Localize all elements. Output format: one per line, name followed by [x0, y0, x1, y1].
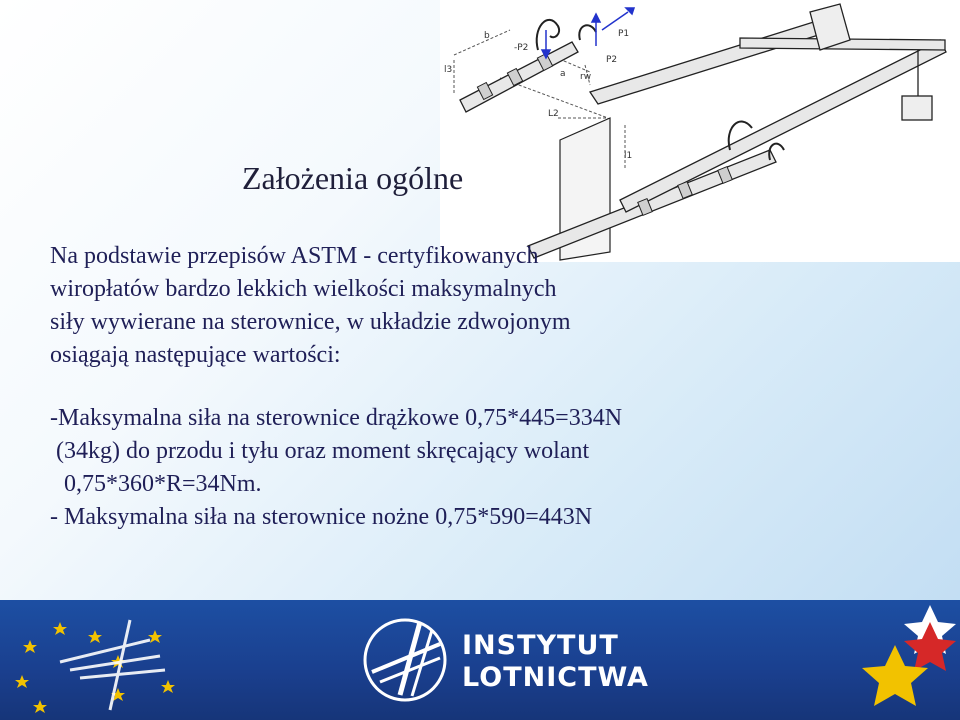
label-p2: P2	[606, 55, 618, 65]
flag-stars-icon	[862, 605, 956, 706]
brand-name-line1: INSTYTUT	[462, 630, 619, 661]
label-b: b	[484, 31, 490, 41]
intro-line: osiągają następujące wartości:	[50, 342, 341, 368]
label-rw: rw	[580, 72, 592, 82]
control-system-diagram	[440, 0, 960, 262]
label-l3: l3	[444, 65, 453, 75]
footer-banner	[0, 600, 960, 720]
force-line: (34kg) do przodu i tyłu oraz moment skręcający wolant	[56, 438, 590, 464]
left-logo	[60, 620, 165, 710]
slide-title: Założenia ogólne	[242, 160, 464, 196]
intro-line: wiropłatów bardzo lekkich wielkości maksymalnych	[50, 276, 557, 302]
instytut-lotnictwa-logo-icon	[365, 620, 445, 700]
slide-body	[50, 240, 930, 534]
intro-line: Na podstawie przepisów ASTM - certyfikowanych	[50, 243, 539, 269]
intro-paragraph	[50, 240, 930, 372]
brand-name-line2: LOTNICTWA	[462, 662, 649, 693]
label-a: a	[560, 69, 566, 79]
label-p2-neg: -P2	[514, 43, 529, 53]
forces-paragraph	[50, 402, 930, 534]
label-l2: L2	[548, 109, 559, 119]
intro-line: siły wywierane na sterownice, w układzie zdwojonym	[50, 309, 571, 335]
label-p1: P1	[618, 29, 630, 39]
force-line: - Maksymalna siła na sterownice nożne 0,75*590=443N	[50, 504, 593, 530]
force-line: -Maksymalna siła na sterownice drążkowe 0,75*445=334N	[50, 405, 623, 431]
label-l1: l1	[624, 151, 633, 161]
force-line: 0,75*360*R=34Nm.	[64, 471, 262, 497]
